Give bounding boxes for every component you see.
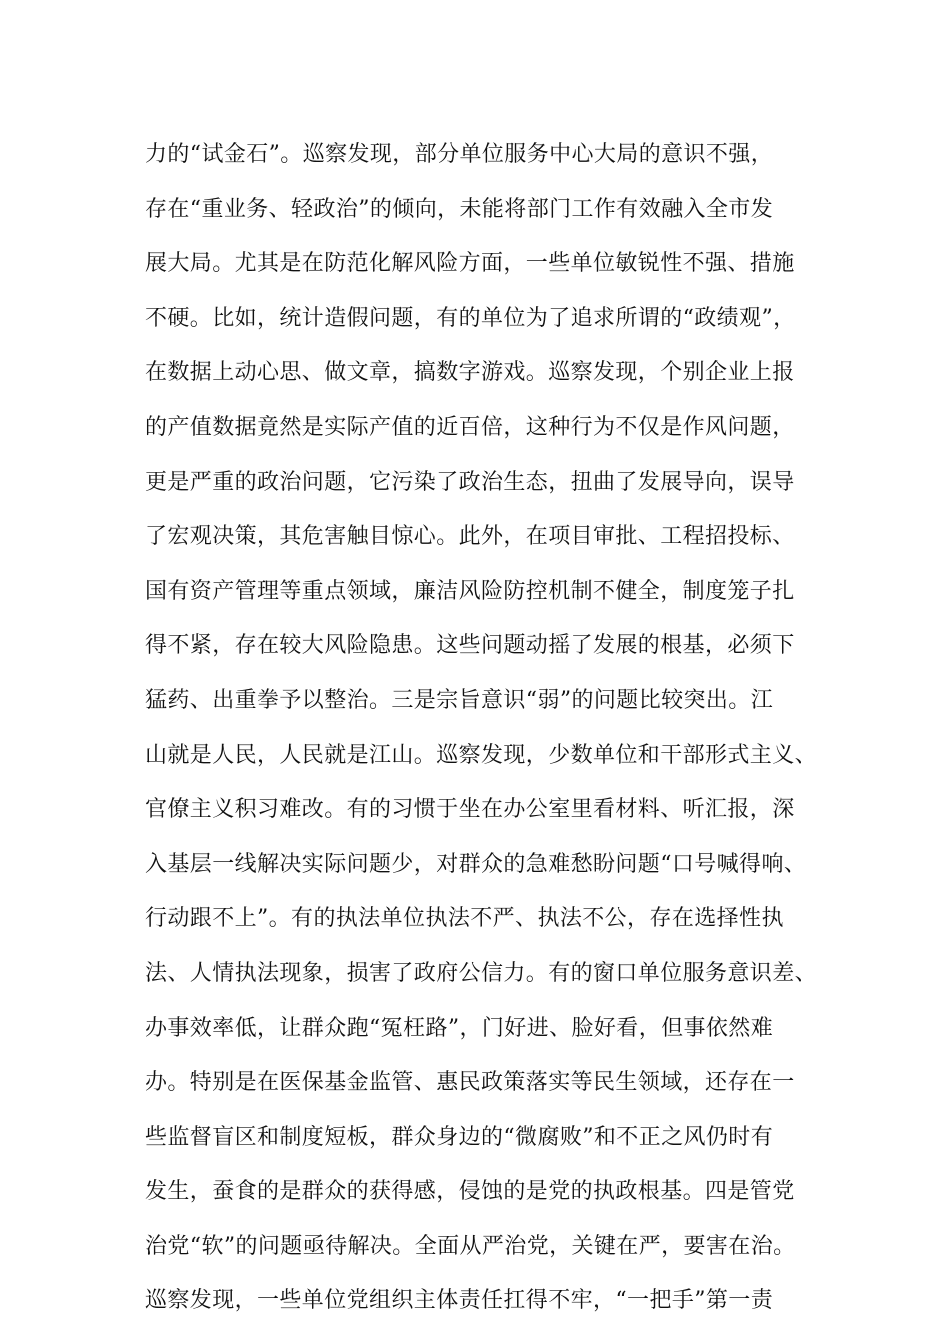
text-line: 办。特别是在医保基金监管、惠民政策落实等民生领域，还存在一	[145, 1070, 795, 1096]
text-line: 些监督盲区和制度短板，群众身边的“微腐败”和不正之风仍时有	[145, 1124, 774, 1150]
body-text	[145, 128, 835, 1329]
text-line: 官僚主义积习难改。有的习惯于坐在办公室里看材料、听汇报，深	[145, 797, 795, 823]
text-line: 展大局。尤其是在防范化解风险方面，一些单位敏锐性不强、措施	[145, 251, 795, 277]
text-line: 治党“软”的问题亟待解决。全面从严治党，关键在严，要害在治。	[145, 1233, 796, 1259]
text-line: 更是严重的政治问题，它污染了政治生态，扭曲了发展导向，误导	[145, 469, 795, 495]
text-line: 力的“试金石”。巡察发现，部分单位服务中心大局的意识不强，	[145, 142, 774, 167]
text-line: 巡察发现，一些单位党组织主体责任扛得不牢，“一把手”第一责	[145, 1288, 774, 1314]
text-line: 办事效率低，让群众跑“冤枉路”，门好进、脸好看，但事依然难	[145, 1015, 774, 1041]
text-line: 猛药、出重拳予以整治。三是宗旨意识“弱”的问题比较突出。江	[145, 687, 774, 713]
text-line: 发生，蚕食的是群众的获得感，侵蚀的是党的执政根基。四是管党	[145, 1179, 795, 1205]
text-line: 了宏观决策，其危害触目惊心。此外，在项目审批、工程招投标、	[145, 524, 795, 550]
text-line: 不硬。比如，统计造假问题，有的单位为了追求所谓的“政绩观”，	[145, 305, 796, 331]
text-line: 存在“重业务、轻政治”的倾向，未能将部门工作有效融入全市发	[145, 196, 774, 222]
text-line: 入基层一线解决实际问题少，对群众的急难愁盼问题“口号喊得响、	[145, 851, 807, 877]
text-line: 法、人情执法现象，损害了政府公信力。有的窗口单位服务意识差、	[145, 960, 818, 986]
text-line: 得不紧，存在较大风险隐患。这些问题动摇了发展的根基，必须下	[145, 633, 795, 659]
text-line: 行动跟不上”。有的执法单位执法不严、执法不公，存在选择性执	[145, 906, 784, 932]
text-line: 国有资产管理等重点领域，廉洁风险防控机制不健全，制度笼子扎	[145, 578, 795, 604]
text-line: 在数据上动心思、做文章，搞数字游戏。巡察发现，个别企业上报	[145, 360, 795, 386]
text-line: 的产值数据竟然是实际产值的近百倍，这种行为不仅是作风问题，	[145, 414, 795, 440]
text-line: 山就是人民，人民就是江山。巡察发现，少数单位和干部形式主义、	[145, 742, 818, 768]
